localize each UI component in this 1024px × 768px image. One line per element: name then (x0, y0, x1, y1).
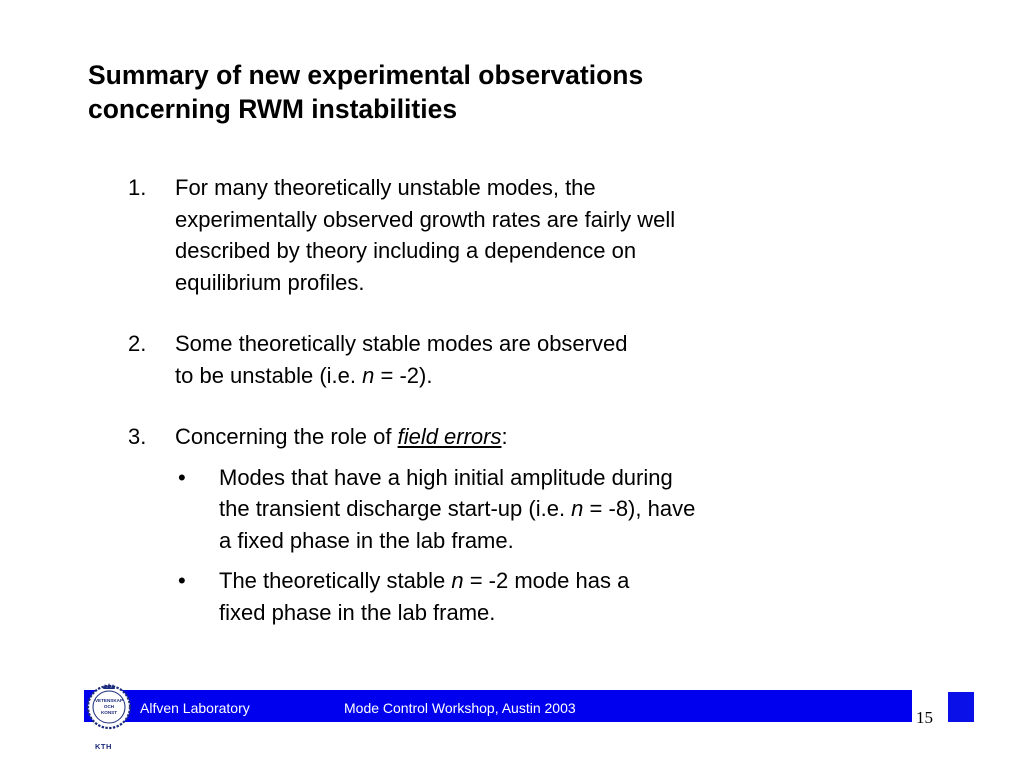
list-item-1 (128, 172, 888, 298)
item-text-line: For many theoretically unstable modes, the (175, 175, 596, 200)
variable-n: n (571, 496, 584, 521)
item-number: 2. (128, 331, 147, 356)
kth-logo-icon (86, 680, 132, 740)
item-text-line: equilibrium profiles. (175, 269, 365, 295)
bullet-text-line: a fixed phase in the lab frame. (219, 527, 514, 553)
bullet-text-line (219, 565, 888, 597)
text-segment: = -8), have (583, 496, 696, 521)
list-item-2 (128, 328, 888, 391)
text-segment: = -2 mode has a (463, 568, 630, 593)
footer-event-name: Mode Control Workshop, Austin 2003 (344, 700, 576, 716)
bullet-symbol: • (178, 464, 186, 490)
seal-text-2: OCH (103, 704, 115, 709)
item-text-line: experimentally observed growth rates are fairly well (175, 206, 676, 232)
variable-n: n (362, 362, 375, 388)
text-segment: Concerning the role of (175, 424, 398, 449)
bullet-text-line: Modes that have a high initial amplitude during (219, 464, 673, 490)
bullet-text-line (219, 493, 888, 525)
slide-title (88, 58, 848, 126)
text-segment: = -2). (374, 362, 433, 388)
variable-n: n (451, 568, 464, 593)
text-segment: the transient discharge start-up (i.e. (219, 496, 572, 521)
bullet-symbol: • (178, 568, 186, 593)
bullet-text-line: fixed phase in the lab frame. (219, 599, 496, 625)
sub-bullet-1 (175, 462, 888, 557)
footer-lab-name: Alfven Laboratory (140, 700, 250, 716)
seal-text-1: VETENSKAP (94, 698, 124, 703)
observation-list (128, 172, 888, 628)
text-segment: : (501, 424, 508, 449)
item-text-line: Some theoretically stable modes are observed (175, 331, 628, 356)
page-number: 15 (916, 708, 933, 727)
item-text-line: described by theory including a dependence on (175, 238, 637, 263)
item-number: 3. (128, 424, 147, 449)
seal-text-3: KONST (100, 710, 118, 715)
title-line-2: concerning RWM instabilities (88, 94, 458, 124)
item-text-line (175, 421, 888, 453)
title-line-1: Summary of new experimental observations (88, 60, 644, 90)
sub-bullet-2 (175, 565, 888, 628)
corner-square (948, 692, 974, 722)
list-item-3 (128, 421, 888, 628)
item-number: 1. (128, 175, 147, 200)
kth-label: KTH (95, 742, 112, 751)
text-segment: The theoretically stable (219, 568, 452, 593)
text-segment: to be unstable (i.e. (175, 362, 363, 388)
item-text-line (175, 360, 888, 392)
field-errors-term: field errors (397, 424, 502, 449)
